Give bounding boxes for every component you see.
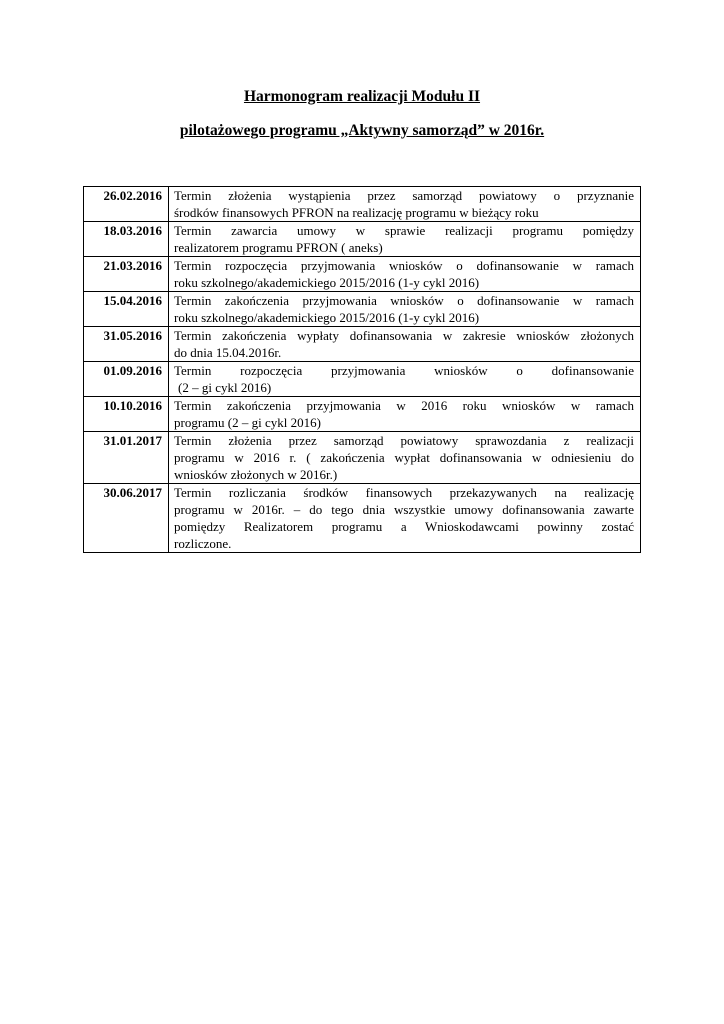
row-description xyxy=(169,397,641,432)
description-line: Termin złożenia przez samorząd powiatowy sprawozdania z realizacji xyxy=(174,433,634,448)
row-description xyxy=(169,484,641,553)
description-line: roku szkolnego/akademickiego 2015/2016 (1-y cykl 2016) xyxy=(174,275,480,290)
description-line: Termin zakończenia przyjmowania w 2016 roku wniosków w ramach xyxy=(174,398,634,413)
table-row xyxy=(84,432,641,484)
row-date: 01.09.2016 xyxy=(84,362,169,397)
row-date: 31.01.2017 xyxy=(84,432,169,484)
description-line: programu w 2016 r. ( zakończenia wypłat dofinansowania w odniesieniu do xyxy=(174,450,634,465)
description-line: wniosków złożonych w 2016r.) xyxy=(174,467,338,482)
table-row xyxy=(84,257,641,292)
description-line: (2 – gi cykl 2016) xyxy=(178,380,272,395)
row-description xyxy=(169,327,641,362)
row-date: 30.06.2017 xyxy=(84,484,169,553)
description-line: Termin rozpoczęcia przyjmowania wniosków o dofinansowanie w ramach xyxy=(174,258,634,273)
row-description xyxy=(169,187,641,222)
description-line: Termin zakończenia przyjmowania wniosków o dofinansowanie w ramach xyxy=(174,293,634,308)
description-line: roku szkolnego/akademickiego 2015/2016 (1-y cykl 2016) xyxy=(174,310,480,325)
table-row xyxy=(84,222,641,257)
row-description xyxy=(169,257,641,292)
description-line: pomiędzy Realizatorem programu a Wnioskodawcami powinny zostać xyxy=(174,519,634,534)
table-row xyxy=(84,327,641,362)
description-line: realizatorem programu PFRON ( aneks) xyxy=(174,240,383,255)
description-line: Termin złożenia wystąpienia przez samorząd powiatowy o przyznanie xyxy=(174,188,634,203)
document-title: Harmonogram realizacji Modułu II xyxy=(243,88,481,105)
row-date: 10.10.2016 xyxy=(84,397,169,432)
description-line: Termin zawarcia umowy w sprawie realizacji programu pomiędzy xyxy=(174,223,634,238)
row-date: 26.02.2016 xyxy=(84,187,169,222)
table-row xyxy=(84,362,641,397)
description-line: programu (2 – gi cykl 2016) xyxy=(174,415,321,430)
description-line: Termin zakończenia wypłaty dofinansowania w zakresie wniosków złożonych xyxy=(174,328,634,343)
schedule-table xyxy=(83,186,641,553)
description-line: Termin rozpoczęcia przyjmowania wniosków o dofinansowanie xyxy=(174,363,634,378)
row-description xyxy=(169,362,641,397)
description-line: Termin rozliczania środków finansowych przekazywanych na realizację xyxy=(174,485,634,500)
table-row xyxy=(84,397,641,432)
row-description xyxy=(169,222,641,257)
row-date: 21.03.2016 xyxy=(84,257,169,292)
description-line: rozliczone. xyxy=(174,536,232,551)
table-row xyxy=(84,292,641,327)
description-line: programu w 2016r. – do tego dnia wszystkie umowy dofinansowania zawarte xyxy=(174,502,634,517)
row-description xyxy=(169,432,641,484)
schedule-table-body xyxy=(84,187,641,553)
description-line: do dnia 15.04.2016r. xyxy=(174,345,282,360)
row-date: 31.05.2016 xyxy=(84,327,169,362)
row-date: 18.03.2016 xyxy=(84,222,169,257)
table-row xyxy=(84,484,641,553)
row-date: 15.04.2016 xyxy=(84,292,169,327)
description-line: środków finansowych PFRON na realizację programu w bieżący roku xyxy=(174,205,539,220)
document-subtitle: pilotażowego programu „Aktywny samorząd” w 2016r. xyxy=(179,122,545,139)
row-description xyxy=(169,292,641,327)
table-row xyxy=(84,187,641,222)
